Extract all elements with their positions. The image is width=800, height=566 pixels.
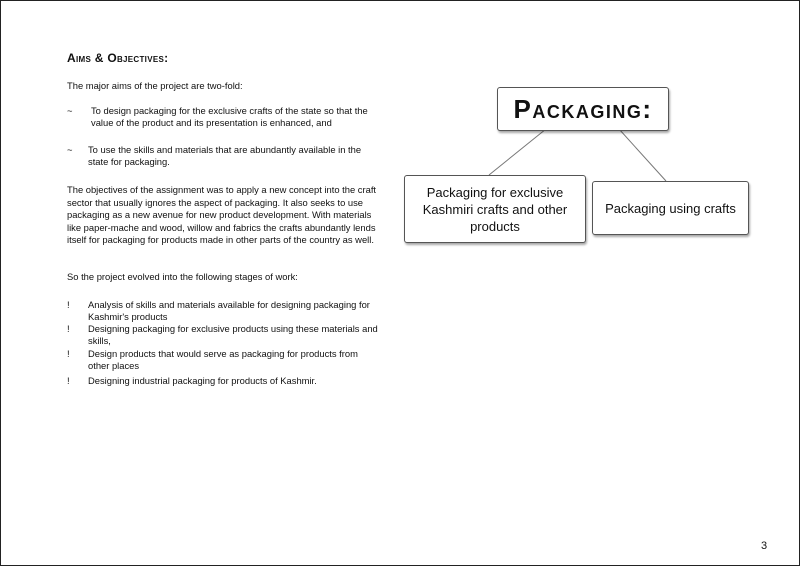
- tilde-bullet: ~: [67, 144, 73, 155]
- stage-text: Analysis of skills and materials available for designing packaging for Kashmir's products: [88, 299, 370, 322]
- aim-text: To design packaging for the exclusive crafts of the state so that the value of the product and its presentation is enhanced, and: [91, 105, 368, 128]
- exclamation-bullet: !: [67, 375, 70, 386]
- exclamation-bullet: !: [67, 299, 70, 310]
- diagram-right-box: [592, 181, 749, 235]
- stage-text: Designing packaging for exclusive products using these materials and skills,: [88, 323, 378, 346]
- connector-left: [489, 129, 546, 175]
- diagram-left-box: [404, 175, 586, 243]
- diagram-left-label: Packaging for exclusive Kashmiri crafts and other products: [422, 184, 568, 234]
- aim-text: To use the skills and materials that are abundantly available in the state for packaging.: [88, 144, 362, 167]
- objectives-paragraph: The objectives of the assignment was to apply a new concept into the craft sector that usually ignores the aspect of packaging. It also seeks to use packaging as a new avenue for new product development. With materials like paper-mache and wood, willow and fabrics the crafts abundantly lends itself for packaging for products made in other parts of the country as well.: [67, 184, 377, 246]
- stage-text: Designing industrial packaging for products of Kashmir.: [88, 375, 317, 386]
- exclamation-bullet: !: [67, 348, 70, 359]
- diagram-root-box: [497, 87, 669, 131]
- connector-right: [619, 129, 666, 181]
- diagram-connectors: [1, 1, 799, 565]
- intro-text: The major aims of the project are two-fold:: [67, 80, 243, 91]
- diagram-root-label: Packaging:: [513, 93, 653, 124]
- diagram-right-label: Packaging using crafts: [605, 200, 736, 216]
- tilde-bullet: ~: [67, 105, 73, 116]
- section-heading: Aims & Objectives:: [67, 51, 169, 65]
- stage-text: Design products that would serve as packaging for products from other places: [88, 348, 358, 371]
- page-number: 3: [761, 540, 768, 552]
- stages-intro: So the project evolved into the following stages of work:: [67, 271, 298, 282]
- exclamation-bullet: !: [67, 323, 70, 334]
